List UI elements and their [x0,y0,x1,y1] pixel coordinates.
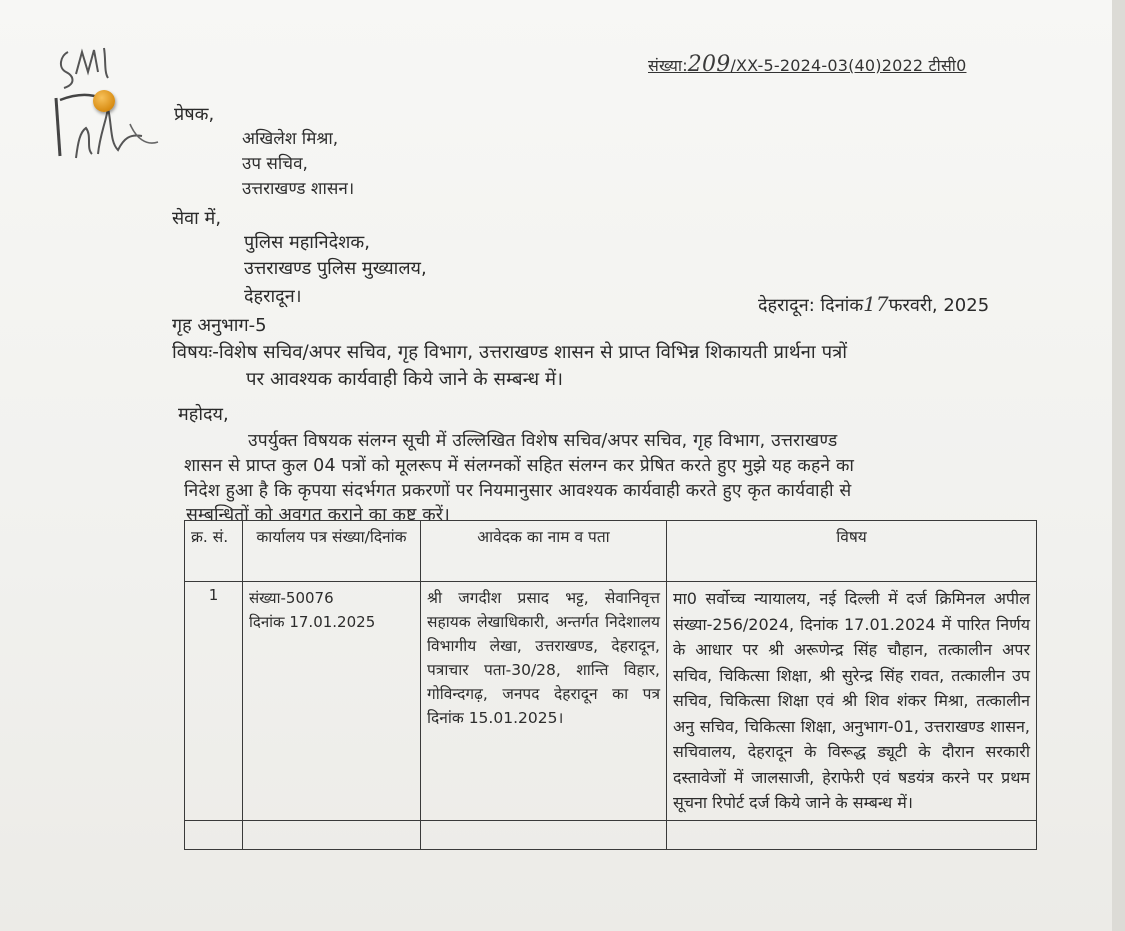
row-serial: 1 [185,582,243,821]
reference-handwritten-number: 209 [687,52,731,77]
row-applicant: श्री जगदीश प्रसाद भट्ट, सेवानिवृत्त सहायक लेखाधिकारी, अन्तर्गत निदेशालय विभागीय लेखा, उत्तराखण्ड, देहरादून, पत्राचार पता-30/28, शान्ति विहार, गोविन्दगढ़, जनपद देहरादून का पत्र दिनांक 15.01.2025। [421,582,667,821]
recipient-label: सेवा में, [172,208,222,229]
sender-office: उत्तराखण्ड शासन। [242,179,355,199]
header-serial: क्र. सं. [185,521,243,582]
table-row-partial [185,820,1037,849]
recipient-designation: पुलिस महानिदेशक, [244,232,370,253]
row-subject: मा0 सर्वोच्च न्यायालय, नई दिल्ली में दर्ज क्रिमिनल अपील संख्या-256/2024, दिनांक 17.01.2024 में पारित निर्णय के आधार पर श्री अरूणेन्द्र सिंह चौहान, तत्कालीन अपर सचिव, चिकित्सा शिक्षा, श्री सुरेन्द्र सिंह रावत, तत्कालीन उप सचिव, चिकित्सा शिक्षा एवं श्री शिव शंकर मिश्रा, तत्कालीन अनु सचिव, चिकित्सा शिक्षा, अनुभाग-01, उत्तराखण्ड शासन, सचिवालय, देहरादून के विरूद्ध ड्यूटी के दौरान सरकारी दस्तावेजों में जालसाजी, हेराफेरी एवं षडयंत्र करने पर प्रथम सूचना रिपोर्ट दर्ज किये जाने के सम्बन्ध में। [667,582,1037,821]
body-line-1: उपर्युक्त विषयक संलग्न सूची में उल्लिखित विशेष सचिव/अपर सचिव, गृह विभाग, उत्तराखण्ड [248,431,838,451]
section-name: गृह अनुभाग-5 [172,315,267,336]
row-office-letter [243,582,421,821]
date-suffix: फरवरी, 2025 [888,295,990,316]
header-office-letter: कार्यालय पत्र संख्या/दिनांक [243,521,421,582]
recipient-city: देहरादून। [244,286,302,307]
date-day-handwritten: 17 [863,292,889,316]
row-office-date: दिनांक 17.01.2025 [249,613,376,631]
reference-suffix: /XX-5-2024-03(40)2022 टीसी0 [730,56,967,75]
header-subject: विषय [667,521,1037,582]
row-office-number: संख्या-50076 [249,589,334,607]
header-applicant: आवेदक का नाम व पता [421,521,667,582]
recipient-office: उत्तराखण्ड पुलिस मुख्यालय, [244,258,427,279]
salutation: महोदय, [178,404,229,425]
subject-line-1: विषयः-विशेष सचिव/अपर सचिव, गृह विभाग, उत्तराखण्ड शासन से प्राप्त विभिन्न शिकायती प्रार्थना पत्रों [172,342,848,363]
date-line [758,292,989,317]
reference-prefix: संख्या: [648,56,688,75]
date-prefix: देहरादून: दिनांक [758,295,864,316]
letters-table [184,520,1037,850]
page-edge [1112,0,1125,931]
body-line-3: निदेश हुआ है कि कृपया संदर्भगत प्रकरणों पर नियमानुसार आवश्यक कार्यवाही करते हुए कृत कार्यवाही से [184,481,852,501]
table-row [185,582,1037,821]
body-line-2: शासन से प्राप्त कुल 04 पत्रों को मूलरूप में संलग्नकों सहित संलग्न कर प्रेषित करते हुए मुझे यह कहने का [184,456,855,476]
subject-line-2: पर आवश्यक कार्यवाही किये जाने के सम्बन्ध में। [246,369,564,390]
pushpin-icon [93,90,115,112]
sender-designation: उप सचिव, [242,154,308,174]
sender-name: अखिलेश मिश्रा, [242,129,339,149]
sender-label: प्रेषक, [174,104,215,125]
body-line-4: सम्बन्धितों को अवगत कराने का कष्ट करें। [186,505,450,525]
table-header-row [185,521,1037,582]
reference-number [648,52,966,77]
